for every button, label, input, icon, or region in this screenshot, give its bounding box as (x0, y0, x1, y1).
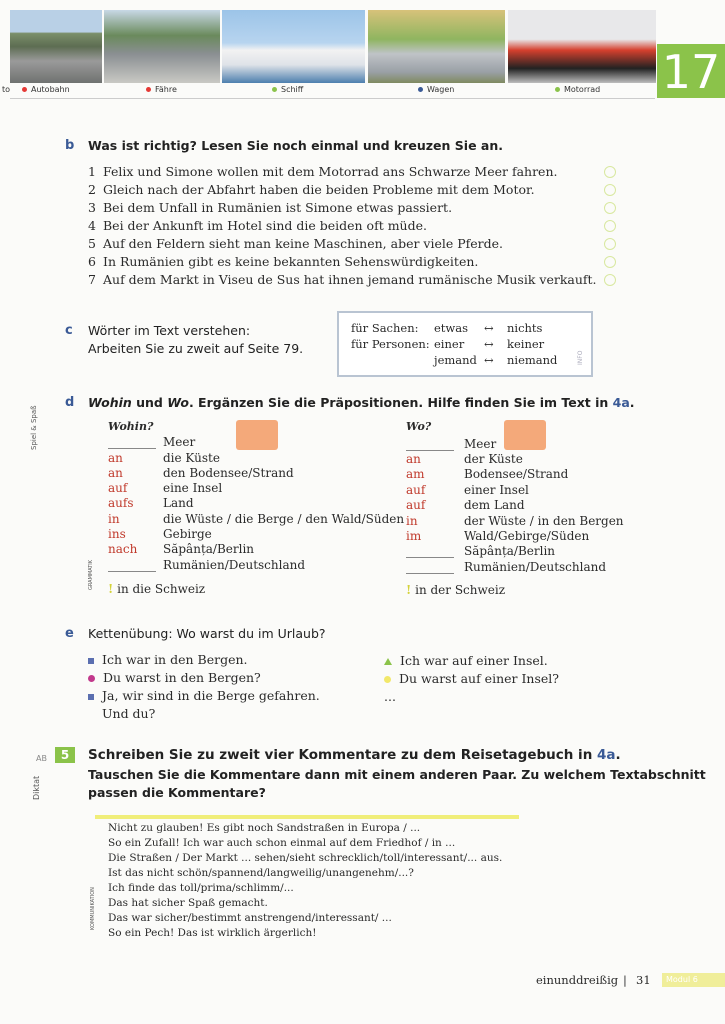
statement-6: 6 In Rumänien gibt es keine bekannten Sehenswürdigkeiten. (88, 254, 479, 269)
page-number: 31 (636, 973, 651, 987)
dot-bullet-icon (384, 676, 391, 683)
dot-icon (418, 87, 423, 92)
caption-autobahn: Autobahn (22, 85, 70, 94)
dot-icon (555, 87, 560, 92)
chain-right-3: ... (384, 689, 396, 704)
info-niemand: niemand (507, 353, 558, 367)
checkbox-7[interactable] (604, 274, 616, 286)
comment-line-4: Ist das nicht schön/spannend/langweilig/unangenehm/...? (108, 867, 414, 879)
caption-wagen: Wagen (418, 85, 454, 94)
comment-line-3: Die Straßen / Der Markt ... sehen/sieht schrecklich/toll/interessant/... aus. (108, 852, 503, 864)
wohin-row-4: auf eine Insel (108, 481, 223, 495)
caption-motorrad: Motorrad (555, 85, 600, 94)
checkbox-1[interactable] (604, 166, 616, 178)
page-separator: | (623, 973, 627, 987)
wohin-row-7: ins Gebirge (108, 527, 212, 541)
ferry-photo (104, 10, 220, 83)
side-label-diktat: Diktat (32, 775, 41, 800)
car-photo (368, 10, 505, 83)
checkbox-3[interactable] (604, 202, 616, 214)
task-number: 5 (55, 747, 75, 763)
wohin-row-2: an die Küste (108, 451, 220, 465)
chapter-number: 17 (657, 44, 725, 98)
ship-photo (222, 10, 365, 83)
section-c-letter: c (65, 323, 73, 338)
section-5-sub2: passen die Kommentare? (88, 785, 266, 800)
chain-left-2: Du warst in den Bergen? (88, 670, 261, 685)
wohin-row-8: nach Săpânța/Berlin (108, 542, 255, 556)
blank-field[interactable] (406, 547, 454, 558)
section-b-instruction: Was ist richtig? Lesen Sie noch einmal und kreuzen Sie an. (88, 138, 503, 153)
info-box (337, 311, 593, 377)
comment-line-2: So ein Zufall! Ich war auch schon einmal auf dem Friedhof / in ... (108, 837, 456, 849)
blank-field[interactable] (108, 561, 156, 572)
wo-row-2: an der Küste (406, 452, 523, 466)
kommunikation-tag: KOMMUNIKATION (90, 887, 96, 930)
info-einer: einer (434, 337, 465, 351)
wohin-title: Wohin? (108, 420, 154, 433)
wo-row-4: auf einer Insel (406, 483, 529, 497)
left-fragment: to (2, 85, 11, 94)
statement-4: 4 Bei der Ankunft im Hotel sind die beiden oft müde. (88, 218, 427, 233)
section-e-letter: e (65, 626, 74, 641)
section-c-line1: Wörter im Text verstehen: (88, 323, 251, 338)
wohin-row-1: Meer (108, 435, 156, 449)
triangle-bullet-icon (384, 658, 392, 665)
dot-bullet-icon (88, 675, 95, 682)
side-label-spiel: Spiel & Spaß (30, 405, 38, 450)
wo-row-5: auf dem Land (406, 498, 525, 512)
info-tag: INFO (577, 350, 584, 365)
info-etwas: etwas (434, 321, 469, 335)
wohin-note: ! in die Schweiz (108, 582, 206, 596)
square-bullet-icon (88, 694, 94, 700)
wo-row-1: Meer (406, 437, 454, 451)
info-label-personen: für Personen: (351, 337, 430, 351)
arrow-icon: ↔ (484, 353, 494, 367)
wo-note: ! in der Schweiz (406, 583, 506, 597)
section-5-title: Schreiben Sie zu zweit vier Kommentare zu dem Reisetagebuch in 4a. (88, 747, 621, 763)
wohin-row-3: an den Bodensee/Strand (108, 466, 294, 480)
info-nichts: nichts (507, 321, 543, 335)
section-d-instruction: Wohin und Wo. Ergänzen Sie die Präpositionen. Hilfe finden Sie im Text in 4a. (88, 395, 635, 410)
header-divider (10, 98, 655, 99)
info-keiner: keiner (507, 337, 545, 351)
caption-schiff: Schiff (272, 85, 303, 94)
chain-right-2: Du warst auf einer Insel? (384, 671, 559, 686)
statement-3: 3 Bei dem Unfall in Rumänien ist Simone etwas passiert. (88, 200, 453, 215)
statement-5: 5 Auf den Feldern sieht man keine Maschinen, aber viele Pferde. (88, 236, 504, 251)
ab-label: AB (36, 754, 47, 763)
pointing-hand-icon (236, 420, 278, 450)
wohin-row-9: Rumänien/Deutschland (108, 558, 156, 572)
blank-field[interactable] (406, 563, 454, 574)
section-d-letter: d (65, 395, 75, 410)
wo-row-3: am Bodensee/Strand (406, 467, 569, 481)
info-label-sachen: für Sachen: (351, 321, 419, 335)
dot-icon (272, 87, 277, 92)
statement-1: 1 Felix und Simone wollen mit dem Motorrad ans Schwarze Meer fahren. (88, 164, 558, 179)
motorcycle-photo (508, 10, 656, 83)
chain-right-1: Ich war auf einer Insel. (384, 653, 548, 668)
comment-line-8: So ein Pech! Das ist wirklich ärgerlich! (108, 927, 317, 939)
caption-faehre: Fähre (146, 85, 177, 94)
module-tag: Modul 6 (662, 973, 725, 987)
statement-2: 2 Gleich nach der Abfahrt haben die beiden Probleme mit dem Motor. (88, 182, 535, 197)
arrow-icon: ↔ (484, 337, 494, 351)
pointing-hand-icon (504, 420, 546, 450)
checkbox-4[interactable] (604, 220, 616, 232)
square-bullet-icon (88, 658, 94, 664)
wo-row-7: im Wald/Gebirge/Süden (406, 529, 590, 543)
dot-icon (22, 87, 27, 92)
blank-field[interactable] (406, 440, 454, 451)
comment-line-5: Ich finde das toll/prima/schlimm/... (108, 882, 294, 894)
section-e-instruction: Kettenübung: Wo warst du im Urlaub? (88, 626, 326, 641)
dot-icon (146, 87, 151, 92)
autobahn-photo (10, 10, 102, 83)
chain-left-1: Ich war in den Bergen. (88, 652, 248, 667)
comment-line-1: Nicht zu glauben! Es gibt noch Sandstraßen in Europa / ... (108, 822, 421, 834)
chain-left-4: Und du? (102, 706, 156, 721)
wo-title: Wo? (406, 420, 432, 433)
wo-row-8: Săpânța/Berlin (406, 544, 454, 558)
checkbox-5[interactable] (604, 238, 616, 250)
info-jemand: jemand (434, 353, 477, 367)
wohin-row-6: in die Wüste / die Berge / den Wald/Süden (108, 512, 405, 526)
page-word: einunddreißig (536, 973, 619, 987)
checkbox-2[interactable] (604, 184, 616, 196)
blank-field[interactable] (108, 438, 156, 449)
statement-7: 7 Auf dem Markt in Viseu de Sus hat ihnen jemand rumänische Musik verkauft. (88, 272, 597, 287)
section-5-sub1: Tauschen Sie die Kommentare dann mit einem anderen Paar. Zu welchem Textabschnitt (88, 767, 706, 782)
comment-line-7: Das war sicher/bestimmt anstrengend/interessant/ ... (108, 912, 392, 924)
checkbox-6[interactable] (604, 256, 616, 268)
section-c-line2: Arbeiten Sie zu zweit auf Seite 79. (88, 341, 304, 356)
wo-row-9: Rumänien/Deutschland (406, 560, 454, 574)
wohin-row-5: aufs Land (108, 496, 194, 510)
grammatik-tag: GRAMMATIK (88, 559, 94, 590)
arrow-icon: ↔ (484, 321, 494, 335)
chain-left-3: Ja, wir sind in die Berge gefahren. (88, 688, 320, 703)
section-b-letter: b (65, 138, 75, 153)
comment-line-6: Das hat sicher Spaß gemacht. (108, 897, 268, 909)
wo-row-6: in der Wüste / in den Bergen (406, 514, 624, 528)
